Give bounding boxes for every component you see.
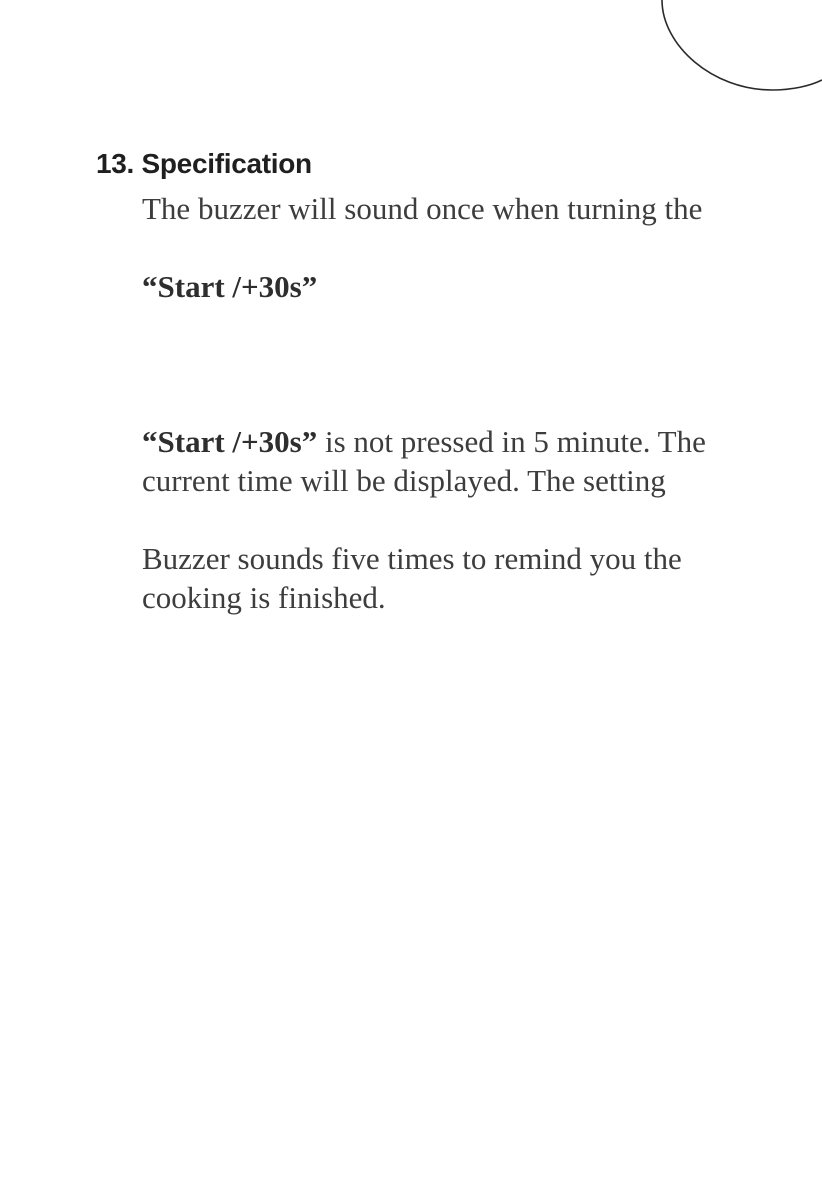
section-title: 13. Specification [96, 148, 312, 179]
button-name-text: “Start /+30s” [142, 424, 318, 459]
paragraph-line [142, 423, 706, 461]
corner-decoration-arc [652, 0, 822, 95]
button-name-text: “Start /+30s” [142, 269, 318, 304]
paragraph-line: The buzzer will sound once when turning the [142, 191, 703, 226]
paragraph-line: current time will be displayed. The setting [142, 463, 666, 498]
paragraph-line: Buzzer sounds five times to remind you the [142, 541, 682, 576]
paragraph-text: is not pressed in 5 minute. The [317, 424, 706, 459]
paragraph-line [142, 268, 317, 306]
paragraph-line: cooking is finished. [142, 580, 386, 615]
